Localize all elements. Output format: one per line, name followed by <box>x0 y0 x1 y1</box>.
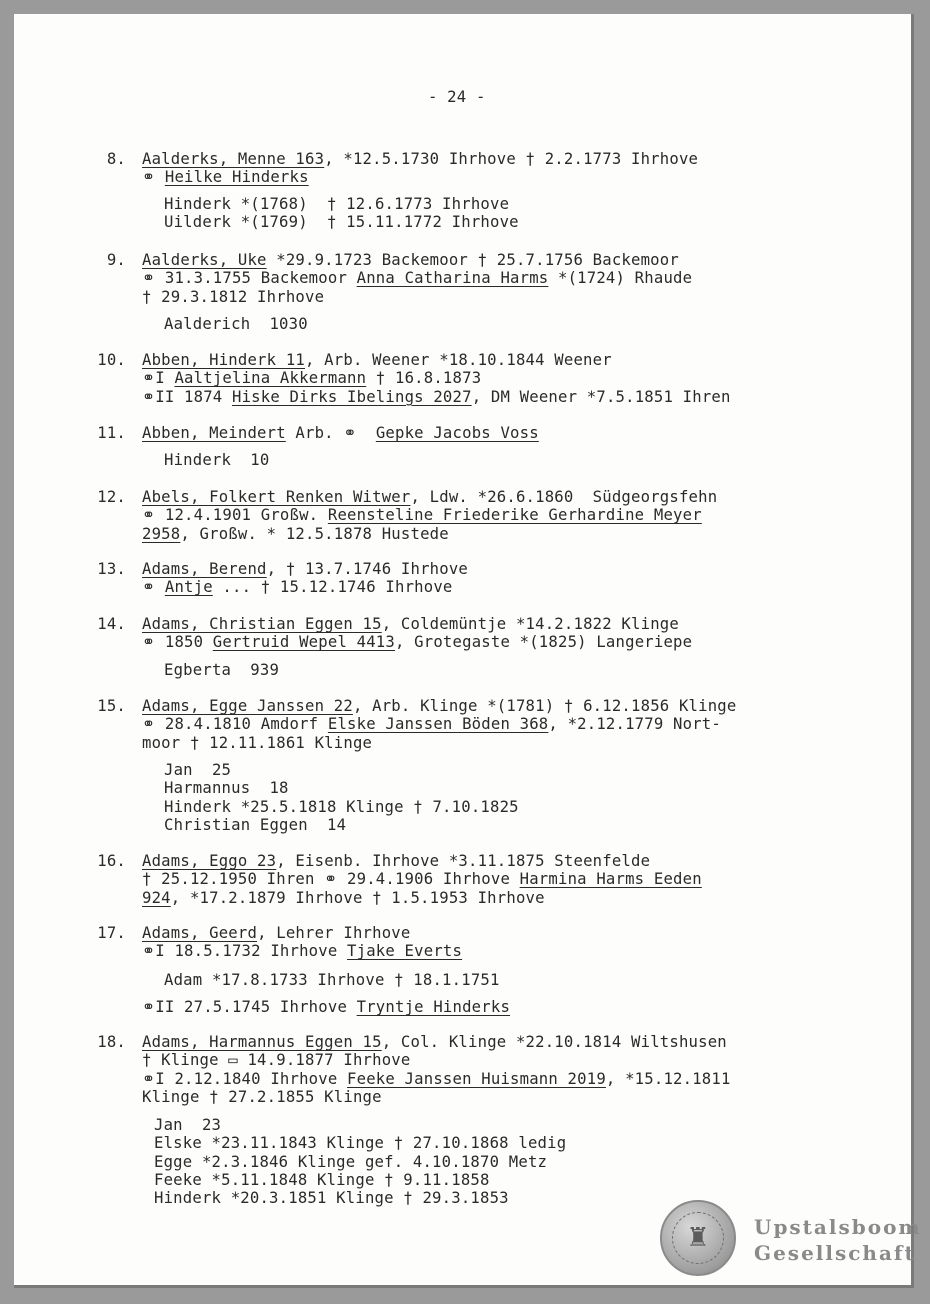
entry-number: 14. <box>97 615 126 633</box>
entry-line <box>142 269 882 287</box>
children-list <box>142 451 269 469</box>
child-entry: Egberta 939 <box>164 661 280 679</box>
entry-text-segment: , DM Weener *7.5.1851 Ihren <box>471 387 731 406</box>
entry-text-segment: Klinge † 27.2.1855 Klinge <box>142 1087 382 1106</box>
entry-number: 17. <box>97 924 126 942</box>
entry-line <box>142 150 882 168</box>
child-entry: Hinderk 10 <box>164 451 270 469</box>
underlined-name: Harmina Harms Eeden <box>519 870 702 889</box>
entry-number: 12. <box>97 488 126 506</box>
underlined-name: Hiske Dirks Ibelings 2027 <box>231 387 472 406</box>
entry-text <box>142 924 882 1016</box>
entry-line <box>142 506 882 524</box>
underlined-name: Aaltjelina Akkermann <box>174 369 367 388</box>
entry-line <box>142 388 882 406</box>
children-list <box>142 971 500 989</box>
entry-line <box>142 870 882 888</box>
child-entry: Egge *2.3.1846 Klinge gef. 4.10.1870 Metz <box>154 1152 548 1171</box>
entry-text <box>142 251 882 333</box>
underlined-name: Abben, Hinderk 11 <box>142 351 305 369</box>
underlined-name: Tryntje Hinderks <box>356 998 511 1016</box>
entry-text-segment: ⚭II 1874 <box>142 387 232 406</box>
children-list <box>142 1116 566 1207</box>
entry-line <box>142 560 882 578</box>
entry-text <box>142 615 882 679</box>
entry-line <box>142 715 882 733</box>
child-entry: Elske *23.11.1843 Klinge † 27.10.1868 ledig <box>154 1134 567 1153</box>
logo-line-2: Gesellschaft <box>754 1241 916 1265</box>
entry-line <box>142 942 882 960</box>
entry-line <box>142 351 882 369</box>
seal-figure-icon: ♜ <box>672 1212 724 1264</box>
children-list <box>142 195 519 232</box>
entry-line <box>142 852 882 870</box>
entry-text-segment: , Arb. Klinge *(1781) † 6.12.1856 Klinge <box>352 697 737 715</box>
entry-number: 8. <box>106 150 126 168</box>
entry-line <box>142 615 882 633</box>
children-list <box>142 661 279 679</box>
underlined-name: Feeke Janssen Huismann 2019 <box>347 1069 606 1088</box>
entry-text-segment: , Eisenb. Ihrhove *3.11.1875 Steenfelde <box>276 852 651 870</box>
entry-number: 9. <box>106 251 126 269</box>
entry-text-segment: Arb. ⚭ <box>285 424 376 442</box>
entry-text-segment: ... † 15.12.1746 Ihrhove <box>212 578 453 597</box>
entry-line <box>142 525 882 543</box>
entry-line <box>142 578 882 596</box>
children-list <box>142 761 519 834</box>
child-entry: Adam *17.8.1733 Ihrhove † 18.1.1751 <box>164 971 500 989</box>
underlined-name: Anna Catharina Harms <box>356 269 549 288</box>
logo-line-1: Upstalsboom <box>754 1215 922 1239</box>
entry-line <box>142 251 882 269</box>
entry-text-segment: , *17.2.1879 Ihrhove † 1.5.1953 Ihrhove <box>170 888 545 907</box>
entry-text-segment: *29.9.1723 Backemoor † 25.7.1756 Backemoor <box>266 251 679 269</box>
entry-text-segment: ⚭ 28.4.1810 Amdorf <box>142 715 328 734</box>
entry-text <box>142 488 882 543</box>
entry-text-segment: , *15.12.1811 <box>605 1069 731 1088</box>
child-entry: Hinderk *20.3.1851 Klinge † 29.3.1853 <box>154 1189 509 1208</box>
entry-text-segment: ⚭ 1850 <box>142 633 213 652</box>
underlined-name: 924 <box>142 888 171 907</box>
underlined-name: Adams, Harmannus Eggen 15 <box>142 1033 382 1051</box>
entry-number: 16. <box>97 852 126 870</box>
underlined-name: Adams, Egge Janssen 22 <box>142 697 353 715</box>
underlined-name: Elske Janssen Böden 368 <box>327 715 549 734</box>
underlined-name: Adams, Christian Eggen 15 <box>142 615 382 633</box>
child-entry: Hinderk *25.5.1818 Klinge † 7.10.1825 <box>164 797 519 816</box>
entry-text-segment: , Grotegaste *(1825) Langeriepe <box>394 633 693 652</box>
entry-line <box>142 288 882 306</box>
entry-line <box>142 1070 882 1088</box>
entry-number: 18. <box>97 1033 126 1051</box>
entry-line <box>142 168 882 186</box>
entry-line <box>142 1088 882 1106</box>
entry-line <box>142 734 882 752</box>
child-entry: Uilderk *(1769) † 15.11.1772 Ihrhove <box>164 213 519 232</box>
underlined-name: Heilke Hinderks <box>164 168 309 187</box>
entry-text-segment: , Ldw. *26.6.1860 Südgeorgsfehn <box>410 488 718 506</box>
entry-text <box>142 852 882 907</box>
underlined-name: Adams, Eggo 23 <box>142 852 277 870</box>
entry-number: 11. <box>97 424 126 442</box>
document-page <box>14 14 922 1288</box>
entry-text <box>142 424 882 469</box>
underlined-name: Adams, Geerd <box>142 924 258 942</box>
child-entry: Christian Eggen 14 <box>164 815 347 834</box>
entry-text-segment: moor † 12.11.1861 Klinge <box>142 733 373 752</box>
entry-text-segment: , Großw. * 12.5.1878 Hustede <box>180 524 449 543</box>
entry-line <box>142 1033 882 1051</box>
entry-line <box>142 633 882 651</box>
child-entry: Harmannus 18 <box>164 779 289 798</box>
entry-text-segment: ⚭II 27.5.1745 Ihrhove <box>142 998 357 1016</box>
underlined-name: Reensteline Friederike Gerhardine Meyer <box>327 506 702 525</box>
child-entry: Hinderk *(1768) † 12.6.1773 Ihrhove <box>164 195 510 213</box>
entry-text-segment: , *12.5.1730 Ihrhove † 2.2.1773 Ihrhove <box>324 150 699 168</box>
entry-text-segment: ⚭I <box>142 369 175 388</box>
child-entry: Feeke *5.11.1848 Klinge † 9.11.1858 <box>154 1170 490 1189</box>
entry-line <box>142 924 882 942</box>
entry-text-segment: ⚭ <box>142 578 165 597</box>
child-entry: Aalderich 1030 <box>164 315 308 333</box>
second-marriage-line <box>142 998 510 1016</box>
entry-text-segment: † 29.3.1812 Ihrhove <box>142 287 325 306</box>
entry-number: 15. <box>97 697 126 715</box>
entry-line <box>142 424 882 442</box>
underlined-name: Adams, Berend <box>142 560 267 578</box>
entry-text-segment: *(1724) Rhaude <box>548 269 693 288</box>
entry-text <box>142 351 882 406</box>
underlined-name: Gertruid Wepel 4413 <box>212 633 395 652</box>
underlined-name: Abels, Folkert Renken Witwer <box>142 488 411 506</box>
underlined-name: Tjake Everts <box>347 942 463 961</box>
underlined-name: Abben, Meindert <box>142 424 286 442</box>
entry-text <box>142 697 882 834</box>
underlined-name: Aalderks, Menne 163 <box>142 150 325 168</box>
entry-number: 10. <box>97 351 126 369</box>
entry-number: 13. <box>97 560 126 578</box>
underlined-name: Antje <box>164 578 213 597</box>
entry-text <box>142 150 882 232</box>
underlined-name: Gepke Jacobs Voss <box>375 424 539 442</box>
entry-text-segment: , † 13.7.1746 Ihrhove <box>266 560 469 578</box>
entry-text-segment: , Arb. Weener *18.10.1844 Weener <box>305 351 612 369</box>
entry-text-segment: ⚭ 12.4.1901 Großw. <box>142 506 328 525</box>
entry-text-segment: ⚭ <box>142 168 165 187</box>
underlined-name: Aalderks, Uke <box>142 251 267 269</box>
children-list <box>142 315 308 333</box>
entry-text-segment: ⚭I 18.5.1732 Ihrhove <box>142 942 348 961</box>
entry-text-segment: † Klinge ▭ 14.9.1877 Ihrhove <box>142 1051 411 1070</box>
entry-line <box>142 889 882 907</box>
document-body <box>14 14 922 1285</box>
entry-line <box>142 1051 882 1069</box>
entry-line <box>142 697 882 715</box>
entry-text <box>142 1033 882 1208</box>
child-entry: Jan 25 <box>164 761 232 779</box>
society-logo-text <box>754 1214 922 1266</box>
entry-line <box>142 369 882 387</box>
underlined-name: 2958 <box>142 524 181 543</box>
entry-text-segment: , Lehrer Ihrhove <box>257 924 411 942</box>
society-seal-icon <box>660 1200 736 1276</box>
entry-text-segment: ⚭ 31.3.1755 Backemoor <box>142 269 357 288</box>
entry-text-segment: , *2.12.1779 Nort- <box>548 715 721 734</box>
entry-text-segment: , Coldemüntje *14.2.1822 Klinge <box>381 615 679 633</box>
entry-line <box>142 488 882 506</box>
child-entry: Jan 23 <box>154 1116 222 1134</box>
entry-text-segment: † 25.12.1950 Ihren ⚭ 29.4.1906 Ihrhove <box>142 870 520 889</box>
entry-text <box>142 560 882 597</box>
entry-text-segment: ⚭I 2.12.1840 Ihrhove <box>142 1069 348 1088</box>
page-number: - 24 - <box>428 88 486 106</box>
entry-text-segment: , Col. Klinge *22.10.1814 Wiltshusen <box>381 1033 727 1051</box>
entry-text-segment: † 16.8.1873 <box>366 369 482 388</box>
